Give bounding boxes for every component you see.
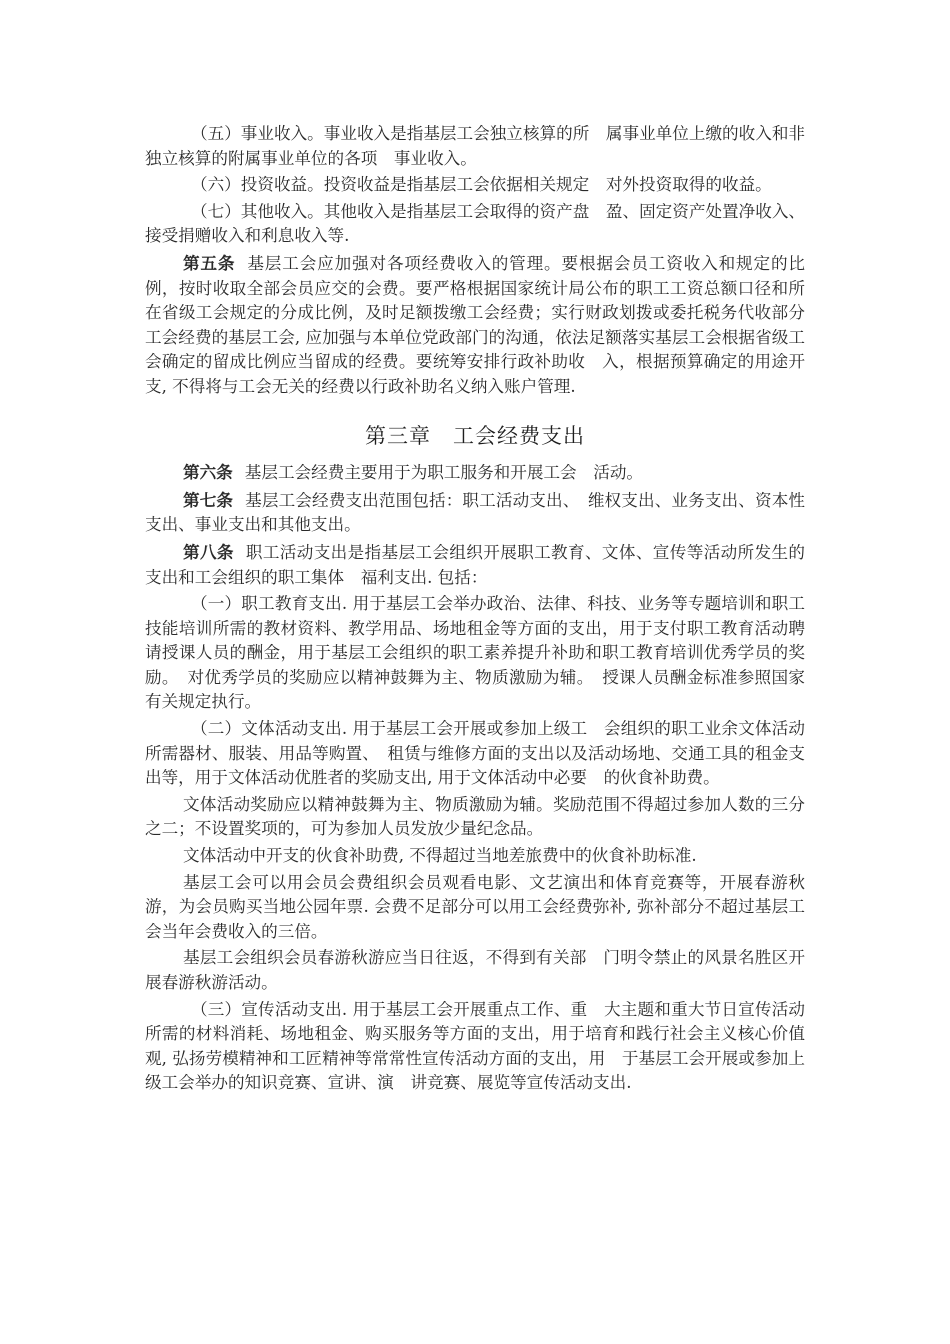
paragraph-income-5 [145,122,805,171]
article-6 [145,460,805,486]
paragraph-text: 其他收入。其他收入是指基层工会取得的资产盘 盈、固定资产处置净收入、接受捐赠收入和利息收入等. [145,201,806,246]
article-label: 第八条 [183,541,234,562]
item-number: （一） [191,594,242,614]
chapter-title: 第三章 工会经费支出 [365,423,585,448]
article-label: 第六条 [183,462,233,483]
article-8 [145,540,805,590]
item-2 [145,717,805,791]
article-text: 职工活动支出是指基层工会组织开展职工教育、文体、宣传等活动所发生的支出和工会组织的职工集体 福利支出. 包括： [145,542,806,587]
item-1 [145,592,822,715]
item-number: （七） [191,201,241,221]
article-text: 基层工会应加强对各项经费收入的管理。要根据会员工资收入和规定的比例，按时收取全部会员应交的会费。要严格根据国家统计局公布的职工工资总额口径和所在省级工会规定的分成比例，及时足额拨缴工会经费；实行财政划拨或委托税务代收部分工会经费的基层工会, 应加强与本单位党政部门的沟通，依法足额落实基层工会根据省级工 会确定的留成比例应当留成的经费。要统筹安排行政补助收 入，根据预算确定的用途开支, 不得将与工会无关的经费以行政补助名义纳入账户管理. [145,253,822,396]
paragraph-text: 事业收入。事业收入是指基层工会独立核算的所 属事业单位上缴的收入和非独立核算的附属事业单位的各项 事业收入。 [145,124,806,168]
article-7 [145,488,805,538]
item-number: （二） [191,719,242,739]
article-label: 第五条 [183,252,236,273]
paragraph-spring-autumn-trips: 基层工会组织会员春游秋游应当日往返，不得到有关部 门明令禁止的风景名胜区开展春游秋游活动。 [145,948,805,992]
article-5 [145,251,822,400]
item-number: （六） [191,175,241,195]
paragraph-income-7 [145,200,805,249]
item-number: （五） [191,124,241,143]
paragraph-text: 投资收益。投资收益是指基层工会依据相关规定 对外投资取得的收益。 [240,175,772,195]
article-text: 基层工会经费主要用于为职工服务和开展工会 活动。 [244,463,644,483]
item-3 [145,998,805,1096]
article-label: 第七条 [183,489,234,510]
paragraph-awards: 文体活动奖励应以精神鼓舞为主、物质激励为辅。奖励范围不得超过参加人数的三分之二；不设置奖项的，可为参加人员发放少量纪念品。 [145,794,805,839]
item-number: （三） [191,999,242,1019]
article-text: 基层工会经费支出范围包括：职工活动支出、 维权支出、业务支出、资本性支出、事业支出和其他支出。 [145,490,806,535]
item-text: 文体活动支出. 用于基层工会开展或参加上级工 会组织的职工业余文体活动所需器材、服装、用品等购置、 租赁与维修方面的支出以及活动场地、交通工具的租金支出等，用于文体活动优胜者的奖励支出, 用于文体活动中必要 的伙食补助费。 [145,719,805,788]
paragraph-meal-subsidy: 文体活动中开支的伙食补助费, 不得超过当地差旅费中的伙食补助标准. [183,846,697,866]
item-text: 宣传活动支出. 用于基层工会开展重点工作、重 大主题和重大节日宣传活动所需的材料消耗、场地租金、购买服务等方面的支出，用于培育和践行社会主义核心价值观, 弘扬劳模精神和工匠精神等常常性宣传活动方面的支出，用 于基层工会开展或参加上级工会举办的知识竞赛、宣讲、演 讲竞赛、展览等宣传活动支出. [145,999,805,1093]
document-page [145,122,822,1098]
item-text: 职工教育支出. 用于基层工会举办政治、法律、科技、业务等专题培训和职工技能培训所需的教材资料、教学用品、场地租金等方面的支出，用于支付职工教育活动聘 请授课人员的酬金，用于基层工会组织的职工素养提升补助和职工教育培训优秀学员的奖励。 对优秀学员的奖励应以精神鼓舞为主、物质激励为辅。 授课人员酬金标准参照国家有关规定执行。 [145,594,822,712]
paragraph-income-6 [145,173,805,198]
paragraph-member-activities: 基层工会可以用会员会费组织会员观看电影、文艺演出和体育竞赛等，开展春游秋游，为会员购买当地公园年票. 会费不足部分可以用工会经费弥补, 弥补部分不超过基层工 会当年会费收入的三倍。 [145,872,822,941]
